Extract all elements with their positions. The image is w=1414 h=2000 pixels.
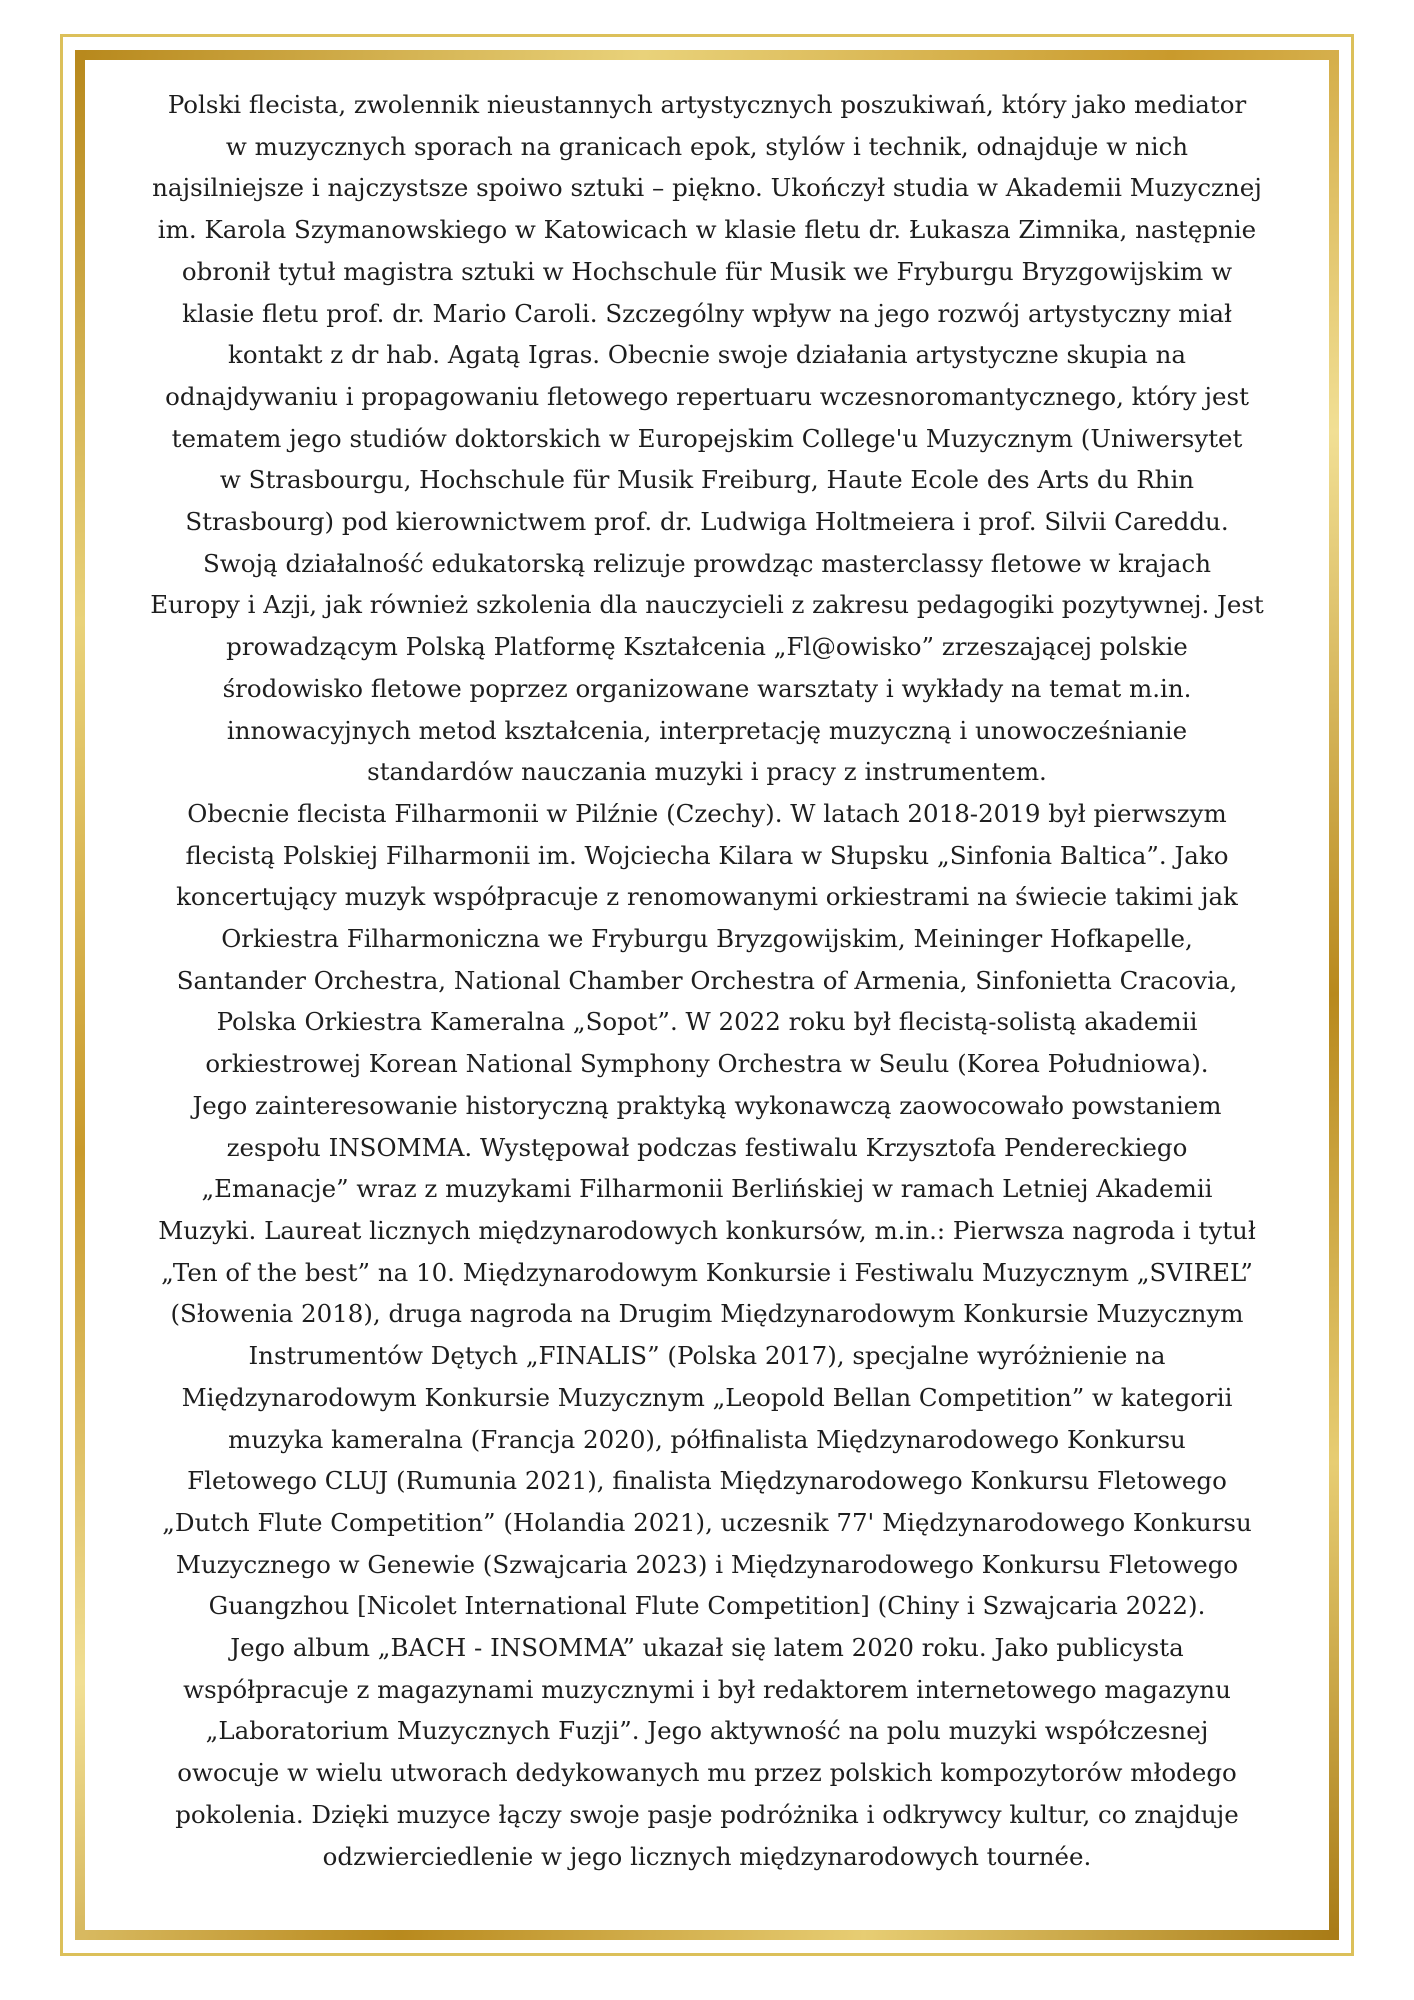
bio-line: Międzynarodowym Konkursie Muzycznym „Leopold Bellan Competition” w kategorii bbox=[181, 1382, 1233, 1412]
bio-line: muzyka kameralna (Francja 2020), półfinalista Międzynarodowego Konkursu bbox=[228, 1424, 1186, 1454]
bio-line: tematem jego studiów doktorskich w Europejskim College'u Muzycznym (Uniwersytet bbox=[171, 423, 1243, 453]
bio-line: flecistą Polskiej Filharmonii im. Wojciecha Kilara w Słupsku „Sinfonia Baltica”. Jako bbox=[185, 840, 1229, 870]
bio-line: koncertujący muzyk współpracuje z renomowanymi orkiestrami na świecie takimi jak bbox=[176, 882, 1238, 912]
bio-line: obronił tytuł magistra sztuki w Hochschule für Musik we Fryburgu Bryzgowijskim w bbox=[181, 256, 1233, 286]
bio-line: innowacyjnych metod kształcenia, interpretację muzyczną i unowocześnianie bbox=[226, 715, 1188, 745]
bio-line: kontakt z dr hab. Agatą Igras. Obecnie swoje działania artystyczne skupia na bbox=[227, 340, 1186, 370]
bio-line: Obecnie flecista Filharmonii w Pilźnie (Czechy). W latach 2018-2019 był pierwszym bbox=[187, 798, 1227, 828]
bio-line: Polski flecista, zwolennik nieustannych artystycznych poszukiwań, który jako mediator bbox=[167, 90, 1247, 119]
bio-line: Fletowego CLUJ (Rumunia 2021), finalista Międzynarodowego Konkursu Fletowego bbox=[187, 1466, 1227, 1496]
bio-line: Instrumentów Dętych „FINALIS” (Polska 2017), specjalne wyróżnienie na bbox=[248, 1341, 1166, 1371]
bio-line: standardów nauczania muzyki i pracy z instrumentem. bbox=[367, 757, 1047, 787]
biography-text bbox=[105, 84, 1309, 1877]
bio-line: Jego album „BACH - INSOMMA” ukazał się latem 2020 roku. Jako publicysta bbox=[230, 1633, 1184, 1663]
bio-line: Orkiestra Filharmoniczna we Fryburgu Bryzgowijskim, Meininger Hofkapelle, bbox=[221, 924, 1193, 954]
bio-line: w Strasbourgu, Hochschule für Musik Freiburg, Haute Ecole des Arts du Rhin bbox=[219, 465, 1195, 495]
bio-line: Muzycznego w Genewie (Szwajcaria 2023) i Międzynarodowego Konkursu Fletowego bbox=[175, 1549, 1239, 1579]
bio-line: Polska Orkiestra Kameralna „Sopot”. W 2022 roku był flecistą-solistą akademii bbox=[216, 1007, 1198, 1037]
bio-line: współpracuje z magazynami muzycznymi i był redaktorem internetowego magazynu bbox=[183, 1674, 1231, 1704]
bio-line: w muzycznych sporach na granicach epok, stylów i technik, odnajduje w nich bbox=[225, 131, 1189, 161]
bio-line: „Dutch Flute Competition” (Holandia 2021), uczesnik 77' Międzynarodowego Konkursu bbox=[162, 1507, 1252, 1537]
bio-line: owocuje w wielu utworach dedykowanych mu przez polskich kompozytorów młodego bbox=[177, 1758, 1237, 1788]
bio-line: środowisko fletowe poprzez organizowane warsztaty i wykłady na temat m.in. bbox=[222, 673, 1192, 703]
bio-line: klasie fletu prof. dr. Mario Caroli. Szczególny wpływ na jego rozwój artystyczny miał bbox=[182, 298, 1232, 328]
bio-line: orkiestrowej Korean National Symphony Orchestra w Seulu (Korea Południowa). bbox=[205, 1049, 1209, 1079]
bio-line: Europy i Azji, jak również szkolenia dla nauczycieli z zakresu pedagogiki pozytywnej. Jest bbox=[150, 590, 1264, 620]
bio-line: Strasbourg) pod kierownictwem prof. dr. Ludwiga Holtmeiera i prof. Silvii Careddu. bbox=[185, 507, 1229, 537]
bio-line: prowadzącym Polską Platformę Kształcenia „Fl@owisko” zrzeszającej polskie bbox=[226, 632, 1188, 662]
bio-line: im. Karola Szymanowskiego w Katowicach w klasie fletu dr. Łukasza Zimnika, następnie bbox=[157, 215, 1257, 245]
bio-line: pokolenia. Dzięki muzyce łączy swoje pasje podróżnika i odkrywcy kultur, co znajduje bbox=[175, 1799, 1239, 1829]
bio-line: Swoją działalność edukatorską relizuje prowdząc masterclassy fletowe w krajach bbox=[202, 548, 1212, 578]
bio-line: Jego zainteresowanie historyczną praktyką wykonawczą zaowocowało powstaniem bbox=[192, 1090, 1222, 1120]
bio-line: odzwierciedlenie w jego licznych międzynarodowych tournée. bbox=[322, 1841, 1092, 1871]
bio-line: (Słowenia 2018), druga nagroda na Drugim Międzynarodowym Konkursie Muzycznym bbox=[170, 1299, 1244, 1329]
bio-line: „Ten of the best” na 10. Międzynarodowym Konkursie i Festiwalu Muzycznym „SVIREL” bbox=[161, 1257, 1253, 1287]
bio-line: Santander Orchestra, National Chamber Orchestra of Armenia, Sinfonietta Cracovia, bbox=[176, 965, 1238, 995]
bio-line: Guangzhou [Nicolet International Flute Competition] (Chiny i Szwajcaria 2022). bbox=[208, 1591, 1206, 1621]
bio-line: „Laboratorium Muzycznych Fuzji”. Jego aktywność na polu muzyki współczesnej bbox=[205, 1716, 1209, 1746]
bio-line: odnajdywaniu i propagowaniu fletowego repertuaru wczesnoromantycznego, który jest bbox=[165, 381, 1249, 411]
bio-line: Muzyki. Laureat licznych międzynarodowych konkursów, m.in.: Pierwsza nagroda i tytuł bbox=[158, 1215, 1256, 1245]
bio-line: zespołu INSOMMA. Występował podczas festiwalu Krzysztofa Pendereckiego bbox=[226, 1132, 1188, 1162]
bio-line: „Emanacje” wraz z muzykami Filharmonii Berlińskiej w ramach Letniej Akademii bbox=[201, 1174, 1213, 1204]
bio-line: najsilniejsze i najczystsze spoiwo sztuki – piękno. Ukończył studia w Akademii Muzycznej bbox=[152, 173, 1262, 203]
